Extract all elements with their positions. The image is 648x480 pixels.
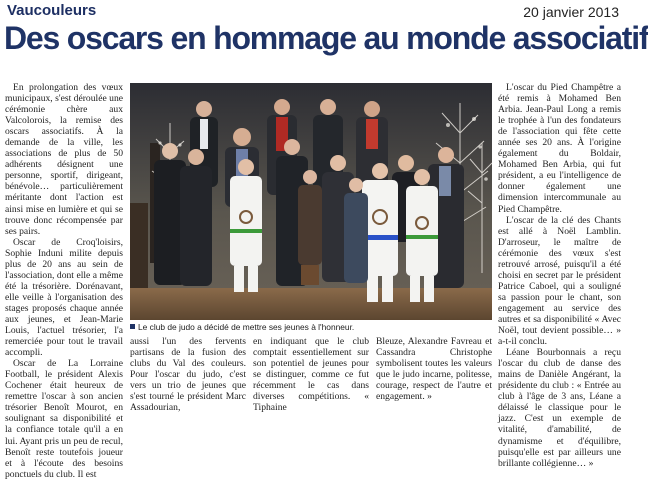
caption-text: Le club de judo a décidé de mettre ses jeunes à l'honneur. bbox=[138, 322, 355, 332]
paragraph: L'oscar de la clé des Chants est allé à Noël Lamblin. D'arroseur, le maître de cérémonie des vœux s'est retrouvé arrosé, puisqu'il a été choisi en secret par le président Patrice Caboel, qui a souligné sa passion pour le chant, son engagement au service des autres et sa disponibilité « Avec Noël, tout devient possible… » a-t-il conclu. bbox=[498, 214, 621, 348]
paragraph: En prolongation des vœux municipaux, s'est déroulée une cérémonie chère aux Valcolorois, la remise des oscars associatifs. À la demande de la ville, les associations de plus de 50 adhérents désignent une personne, sportif, dirigeant, bénévole… particulièrement méritante dont l'action est ainsi mise en lumière et qui se trouve donc récompensée par ses pairs. bbox=[5, 82, 123, 237]
article-column-bottom-1: aussi l'un des fervents partisans de la fusion des clubs du Val des couleurs. Pour l'oscar du judo, c'est vers un trio de jeunes que s'est tourné le président Marc Assadourian, bbox=[130, 336, 246, 414]
article-column-bottom-3: Bleuze, Alexandre Favreau et Cassandra Christophe symbolisent toutes les valeurs que le judo incarne, politesse, courage, respect de l'autre et engagement. » bbox=[376, 336, 492, 403]
group-photo-illustration bbox=[130, 83, 492, 320]
paragraph: Oscar de Croq'loisirs, Sophie Induni milite depuis plus de 20 ans au sein de l'association, dont elle a même été la trésorière. Dorénavant, elle veille à l'organisation des stages proposés chaque année aux jeunes, et Jean-Marie Louis, l'actuel trésorier, l'a remerciée pour tout le travail accompli. bbox=[5, 236, 123, 359]
section-title: Vaucouleurs bbox=[7, 2, 97, 19]
paragraph: L'oscar du Pied Champêtre a été remis à Mohamed Ben Arbia. Jean-Paul Long a remis le trophée à l'un des fondateurs de l'association qui fête cette année ses 20 ans. À l'origine également du Boldair, Mohamed Ben Arbia, qui fut président, a eu l'intelligence de donner également une dimension intercommunale au Pied Champêtre. bbox=[498, 82, 621, 215]
article-column-left bbox=[5, 82, 123, 480]
publication-date: 20 janvier 2013 bbox=[523, 4, 619, 20]
photo-caption bbox=[130, 321, 492, 333]
headline: Des oscars en hommage au monde associatif bbox=[4, 20, 648, 56]
paragraph: Léane Bourbonnais a reçu l'oscar du club de danse des mains de Danièle Angérant, la présidente du club : « Entrée au club à l'âge de 3 ans, Léane a délaissé le classique pour le jazz. C'est un exemple de vitalité, d'amabilité, de dynamisme et d'équilibre, puisqu'elle est par ailleurs une brillante collégienne… » bbox=[498, 347, 621, 469]
caption-square-icon bbox=[130, 324, 135, 329]
article-column-right bbox=[498, 82, 621, 469]
paragraph: Oscar de La Lorraine Football, le président Alexis Cochener était heureux de remettre l'oscar à son ancien trésorier Benoît Mourot, en soulignant sa disponibilité et la confiance totale qu'il a en lui. Ayant pris un peu de recul, Benoît reste toutefois joueur et à l'écoute des besoins ponctuels du club. Il est bbox=[5, 358, 123, 480]
article-column-bottom-2: en indiquant que le club comptait essentiellement sur son potentiel de jeunes pour se distinguer, comme ce fut récemment le cas dans diverses compétitions. « Tiphaine bbox=[253, 336, 369, 414]
group-photo bbox=[130, 83, 492, 320]
